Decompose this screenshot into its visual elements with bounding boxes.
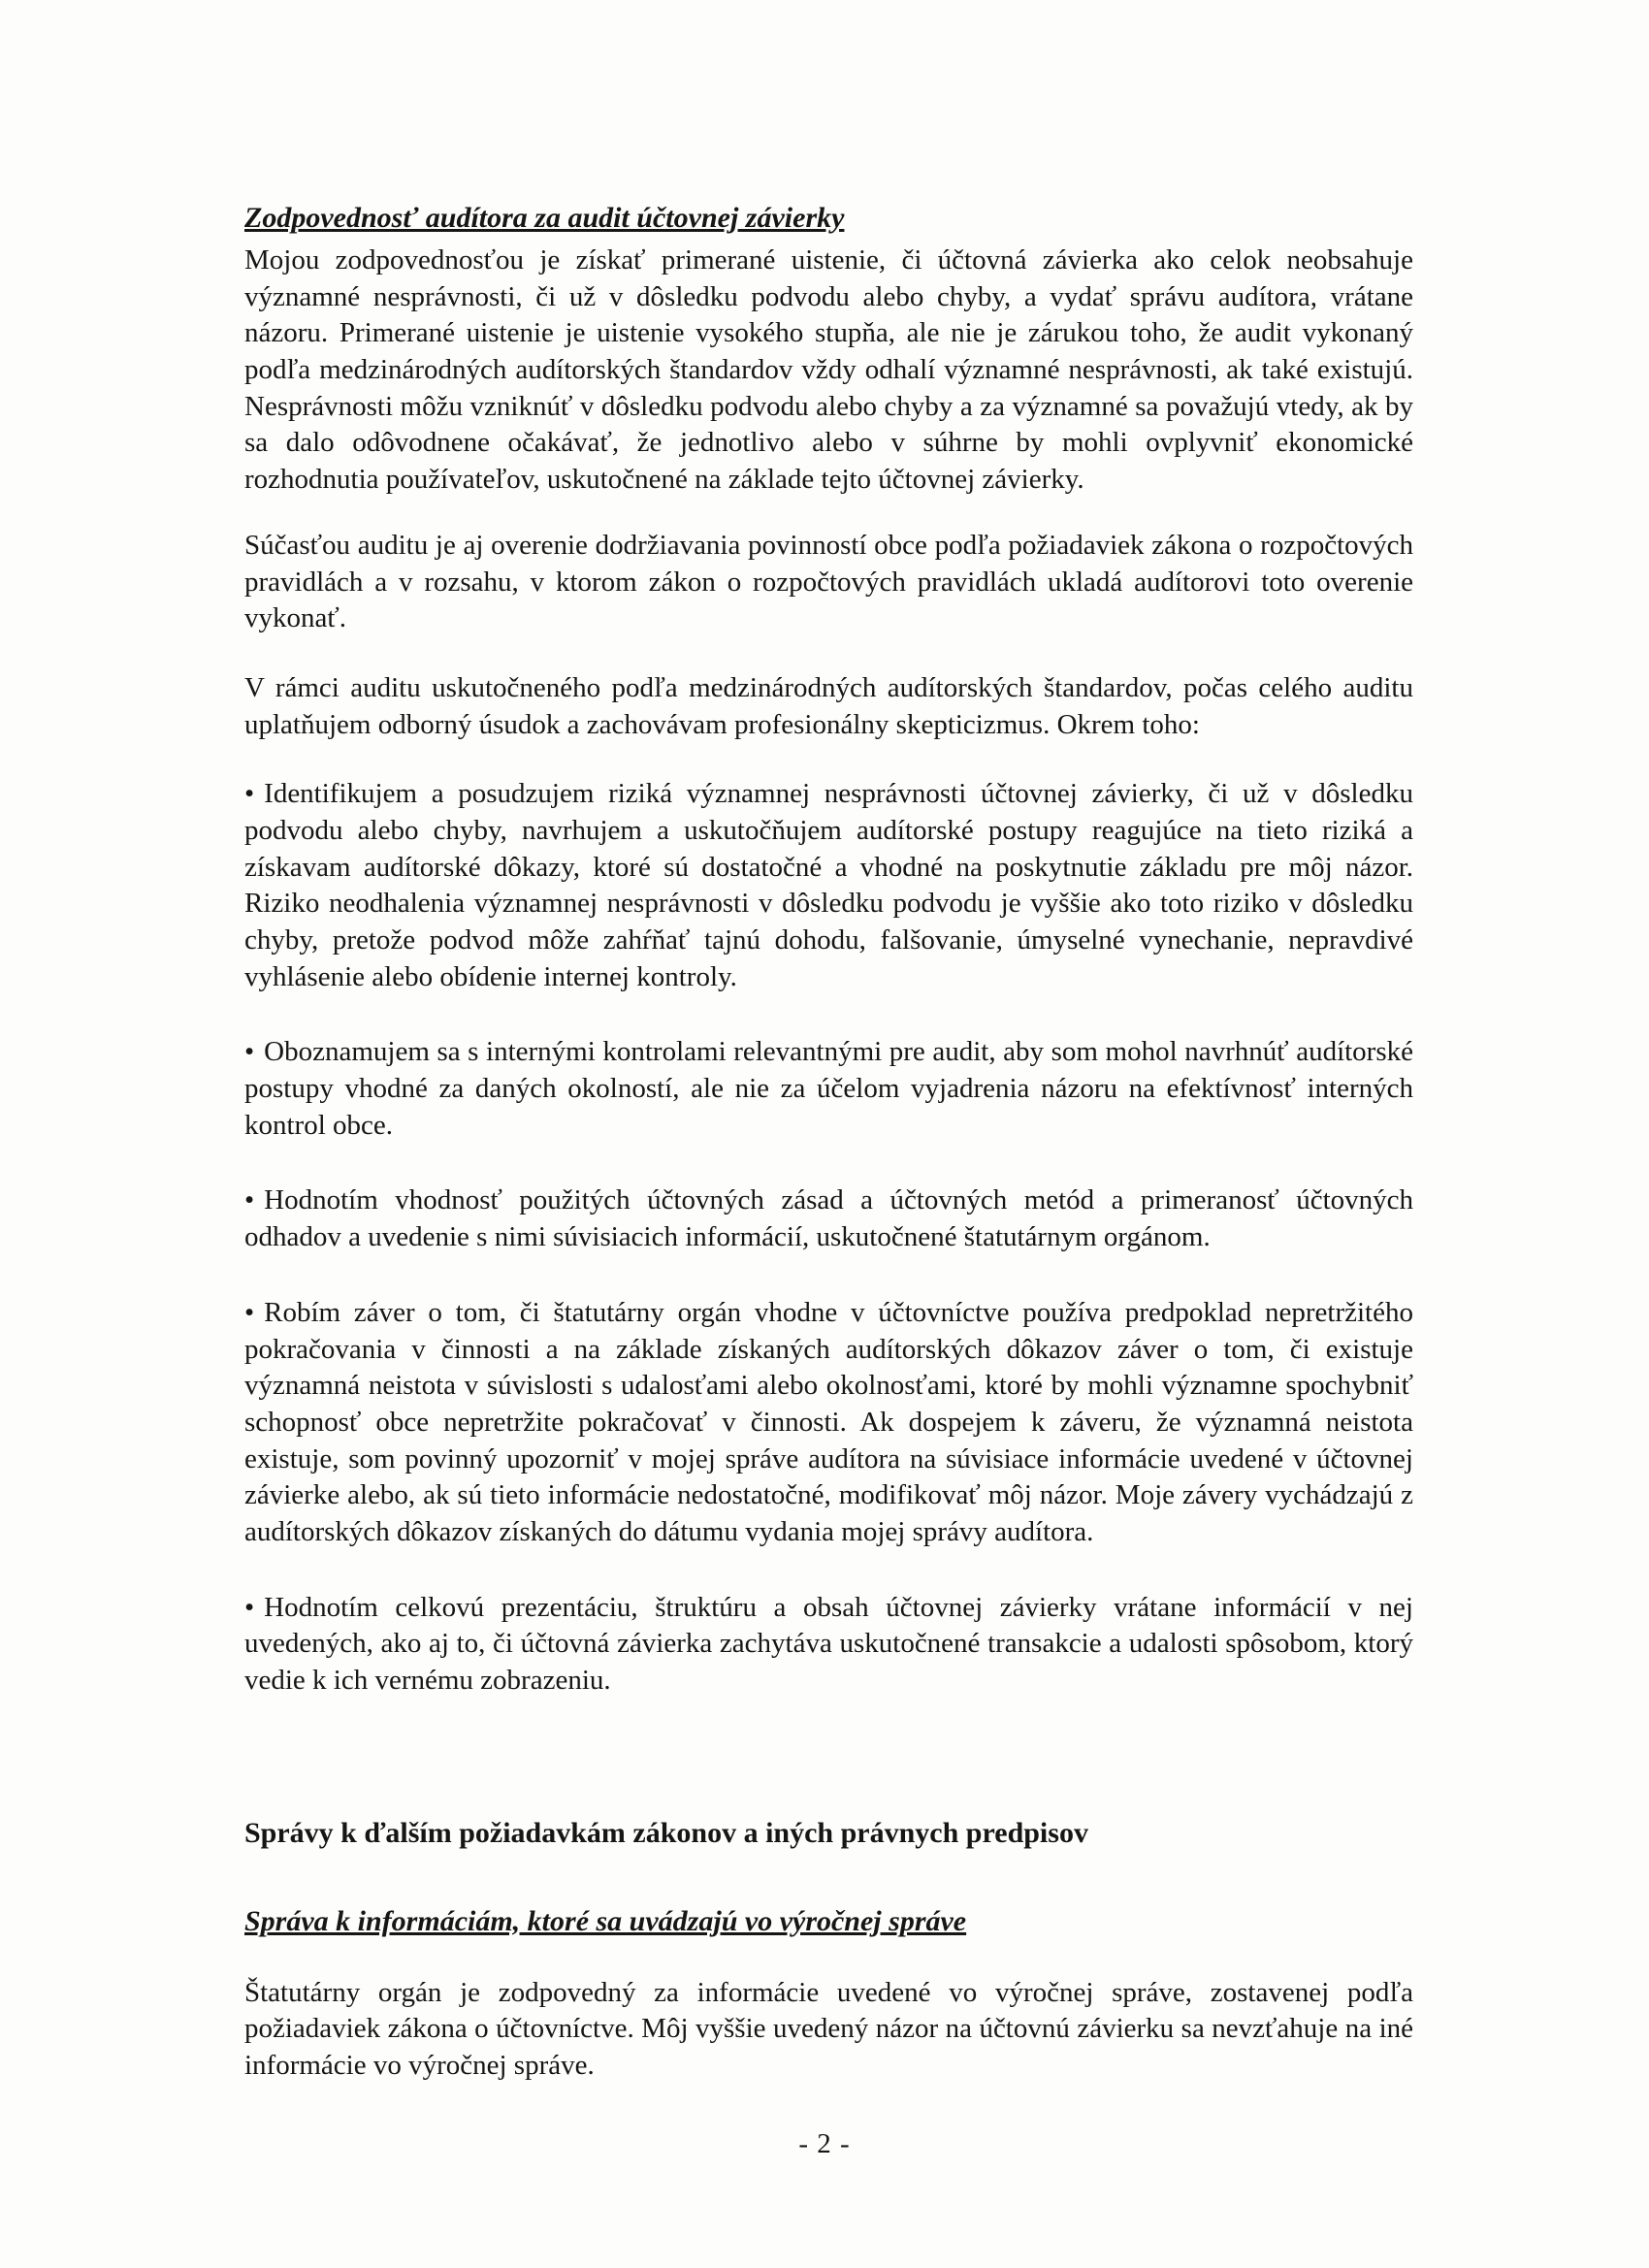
bullet-icon: • <box>244 1184 255 1216</box>
bullet-text: Hodnotím vhodnosť použitých účtovných zásad a účtovných metód a primeranosť účtovných odhadov a uvedenie s nimi súvisiacich informácií, uskutočnené štatutárnym orgánom. <box>244 1184 1413 1253</box>
paragraph-audit-scope: Súčasťou auditu je aj overenie dodržiavania povinností obce podľa požiadaviek zákona o rozpočtových pravidlách a v rozsahu, v ktorom zákon o rozpočtových pravidlách ukladá audítorovi toto overenie vykonať. <box>244 529 1413 634</box>
bullet-item-going-concern <box>244 1295 1413 1551</box>
bullet-text: Hodnotím celkovú prezentáciu, štruktúru a obsah účtovnej závierky vrátane informácií v nej uvedených, ako aj to, či účtovná závierka zachytáva uskutočnené transakcie a udalosti spôsobom, ktorý vedie k ich vernému zobrazeniu. <box>244 1591 1413 1696</box>
bullet-text: Robím záver o tom, či štatutárny orgán vhodne v účtovníctve používa predpoklad nepretržitého pokračovania v činnosti a na základe získaných audítorských dôkazov záver o tom, či existuje významná neistota v súvislosti s udalosťami alebo okolnosťami, ktoré by mohli významne spochybniť schopnosť obce nepretržite pokračovať v činnosti. Ak dospejem k záveru, že významná neistota existuje, som povinný upozorniť v mojej správe audítora na súvisiace informácie uvedené v účtovnej závierke alebo, ak sú tieto informácie nedostatočné, modifikovať môj názor. Moje závery vychádzajú z audítorských dôkazov získaných do dátumu vydania mojej správy audítora. <box>244 1296 1413 1547</box>
paragraph-annual-report: Štatutárny orgán je zodpovedný za informácie uvedené vo výročnej správe, zostavenej podľa požiadaviek zákona o účtovníctve. Môj vyššie uvedený názor na účtovnú závierku sa nevzťahuje na iné informácie vo výročnej správe. <box>244 1976 1413 2082</box>
page-number: - 2 - <box>798 2128 851 2160</box>
bullet-icon: • <box>244 778 255 810</box>
bullet-item-risk-identification <box>244 776 1413 995</box>
bullet-icon: • <box>244 1296 255 1328</box>
paragraph-responsibility: Mojou zodpovednosťou je získať primerané uistenie, či účtovná závierka ako celok neobsahuje významné nesprávnosti, či už v dôsledku podvodu alebo chyby, a vydať správu audítora, vrátane názoru. Primerané uistenie je uistenie vysokého stupňa, ale nie je zárukou toho, že audit vykonaný podľa medzinárodných audítorských štandardov vždy odhalí významné nesprávnosti, ak také existujú. Nesprávnosti môžu vzniknúť v dôsledku podvodu alebo chyby a za významné sa považujú vtedy, ak by sa dalo odôvodnene očakávať, že jednotlivo alebo v súhrne by mohli ovplyvniť ekonomické rozhodnutia používateľov, uskutočnené na základe tejto účtovnej závierky. <box>244 244 1413 496</box>
bullet-icon: • <box>244 1591 255 1623</box>
bullet-icon: • <box>244 1036 255 1068</box>
bullet-text: Identifikujem a posudzujem riziká významnej nesprávnosti účtovnej závierky, či už v dôsledku podvodu alebo chyby, navrhujem a uskutočňujem audítorské postupy reagujúce na tieto riziká a získavam audítorské dôkazy, ktoré sú dostatočné a vhodné na poskytnutie základu pre môj názor. Riziko neodhalenia významnej nesprávnosti v dôsledku podvodu je vyššie ako toto riziko v dôsledku chyby, pretože podvod môže zahŕňať tajnú dohodu, falšovanie, úmyselné vynechanie, nepravdivé vyhlásenie alebo obídenie internej kontroly. <box>244 778 1413 992</box>
heading-auditor-responsibility: Zodpovednosť audítora za audit účtovnej závierky <box>244 202 845 234</box>
bullet-item-internal-controls <box>244 1034 1413 1144</box>
heading-other-legal-requirements: Správy k ďalším požiadavkám zákonov a iných právnych predpisov <box>244 1816 1088 1849</box>
bullet-item-accounting-policies <box>244 1183 1413 1255</box>
bullet-text: Oboznamujem sa s internými kontrolami relevantnými pre audit, aby som mohol navrhnúť audítorské postupy vhodné za daných okolností, ale nie za účelom vyjadrenia názoru na efektívnosť interných kontrol obce. <box>244 1036 1413 1141</box>
page-content <box>244 199 1413 2085</box>
heading-annual-report-information: Správa k informáciám, ktoré sa uvádzajú vo výročnej správe <box>244 1904 967 1937</box>
bullet-item-overall-presentation <box>244 1590 1413 1700</box>
paragraph-professional-skepticism: V rámci auditu uskutočneného podľa medzinárodných audítorských štandardov, počas celého auditu uplatňujem odborný úsudok a zachovávam profesionálny skepticizmus. Okrem toho: <box>244 671 1413 740</box>
